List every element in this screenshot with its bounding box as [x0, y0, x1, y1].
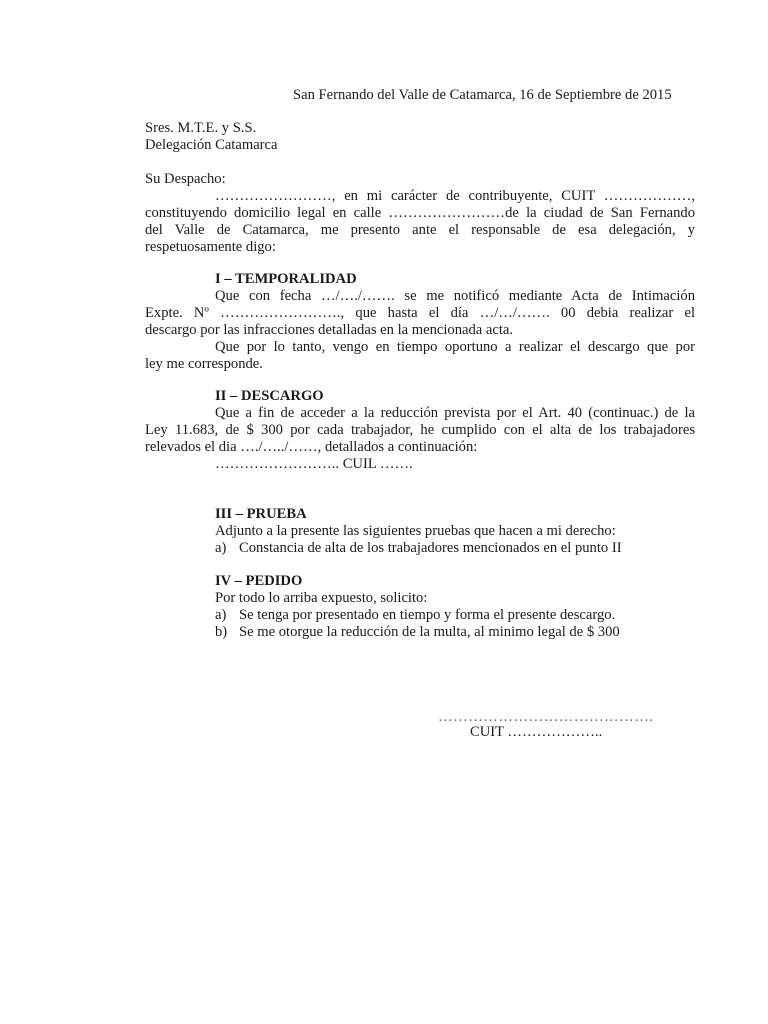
temporalidad-line-5: ley me corresponde.	[145, 356, 263, 372]
list-item-text: Constancia de alta de los trabajadores mencionados en el punto II	[239, 540, 622, 556]
signature-cuit: CUIT ………………..	[470, 724, 603, 740]
list-item-label: b)	[215, 624, 228, 640]
list-item-text: Se tenga por presentado en tiempo y forma el presente descargo.	[239, 607, 616, 623]
temporalidad-line-3: descargo por las infracciones detalladas en la mencionada acta.	[145, 322, 514, 338]
addressee-line-1: Sres. M.T.E. y S.S.	[145, 120, 257, 136]
addressee-line-2: Delegación Catamarca	[145, 137, 278, 153]
salutation: Su Despacho:	[145, 171, 226, 187]
temporalidad-line-4: Que por lo tanto, vengo en tiempo oportuno a realizar el descargo que por	[215, 339, 695, 355]
place-and-date: San Fernando del Valle de Catamarca, 16 de Septiembre de 2015	[293, 87, 672, 103]
list-item-label: a)	[215, 540, 227, 556]
intro-line-4: respetuosamente digo:	[145, 239, 276, 255]
list-item-label: a)	[215, 607, 227, 623]
descargo-line-1: Que a fin de acceder a la reducción prevista por el Art. 40 (continuac.) de la	[215, 405, 695, 421]
descargo-line-4: …………………….. CUIL …….	[215, 456, 413, 472]
intro-line-1: ……………………, en mi carácter de contribuyente, CUIT ………………,	[215, 188, 695, 204]
section-heading-prueba: III – PRUEBA	[215, 506, 307, 522]
list-item-text: Se me otorgue la reducción de la multa, al minimo legal de $ 300	[239, 624, 620, 640]
section-heading-temporalidad: I – TEMPORALIDAD	[215, 271, 357, 287]
intro-line-2: constituyendo domicilio legal en calle ……………………de la ciudad de San Fernando	[145, 205, 695, 221]
descargo-line-3: relevados el dia …./…../……, detallados a continuación:	[145, 439, 478, 455]
prueba-intro: Adjunto a la presente las siguientes pruebas que hacen a mi derecho:	[215, 523, 616, 539]
section-heading-descargo: II – DESCARGO	[215, 388, 324, 404]
pedido-list-item-a	[215, 607, 615, 624]
prueba-list-item	[215, 540, 622, 557]
signature-line: …………………………………….	[438, 709, 654, 725]
temporalidad-line-1: Que con fecha …/…./……. se me notificó mediante Acta de Intimación	[215, 288, 695, 304]
intro-line-3: del Valle de Catamarca, me presento ante el responsable de esa delegación, y	[145, 222, 695, 238]
pedido-list-item-b	[215, 624, 620, 641]
temporalidad-line-2: Expte. Nº ……………………., que hasta el día …/…/……. 00 debia realizar el	[145, 305, 695, 321]
section-heading-pedido: IV – PEDIDO	[215, 573, 303, 589]
pedido-intro: Por todo lo arriba expuesto, solicito:	[215, 590, 428, 606]
descargo-line-2: Ley 11.683, de $ 300 por cada trabajador, he cumplido con el alta de los trabajadores	[145, 422, 695, 438]
